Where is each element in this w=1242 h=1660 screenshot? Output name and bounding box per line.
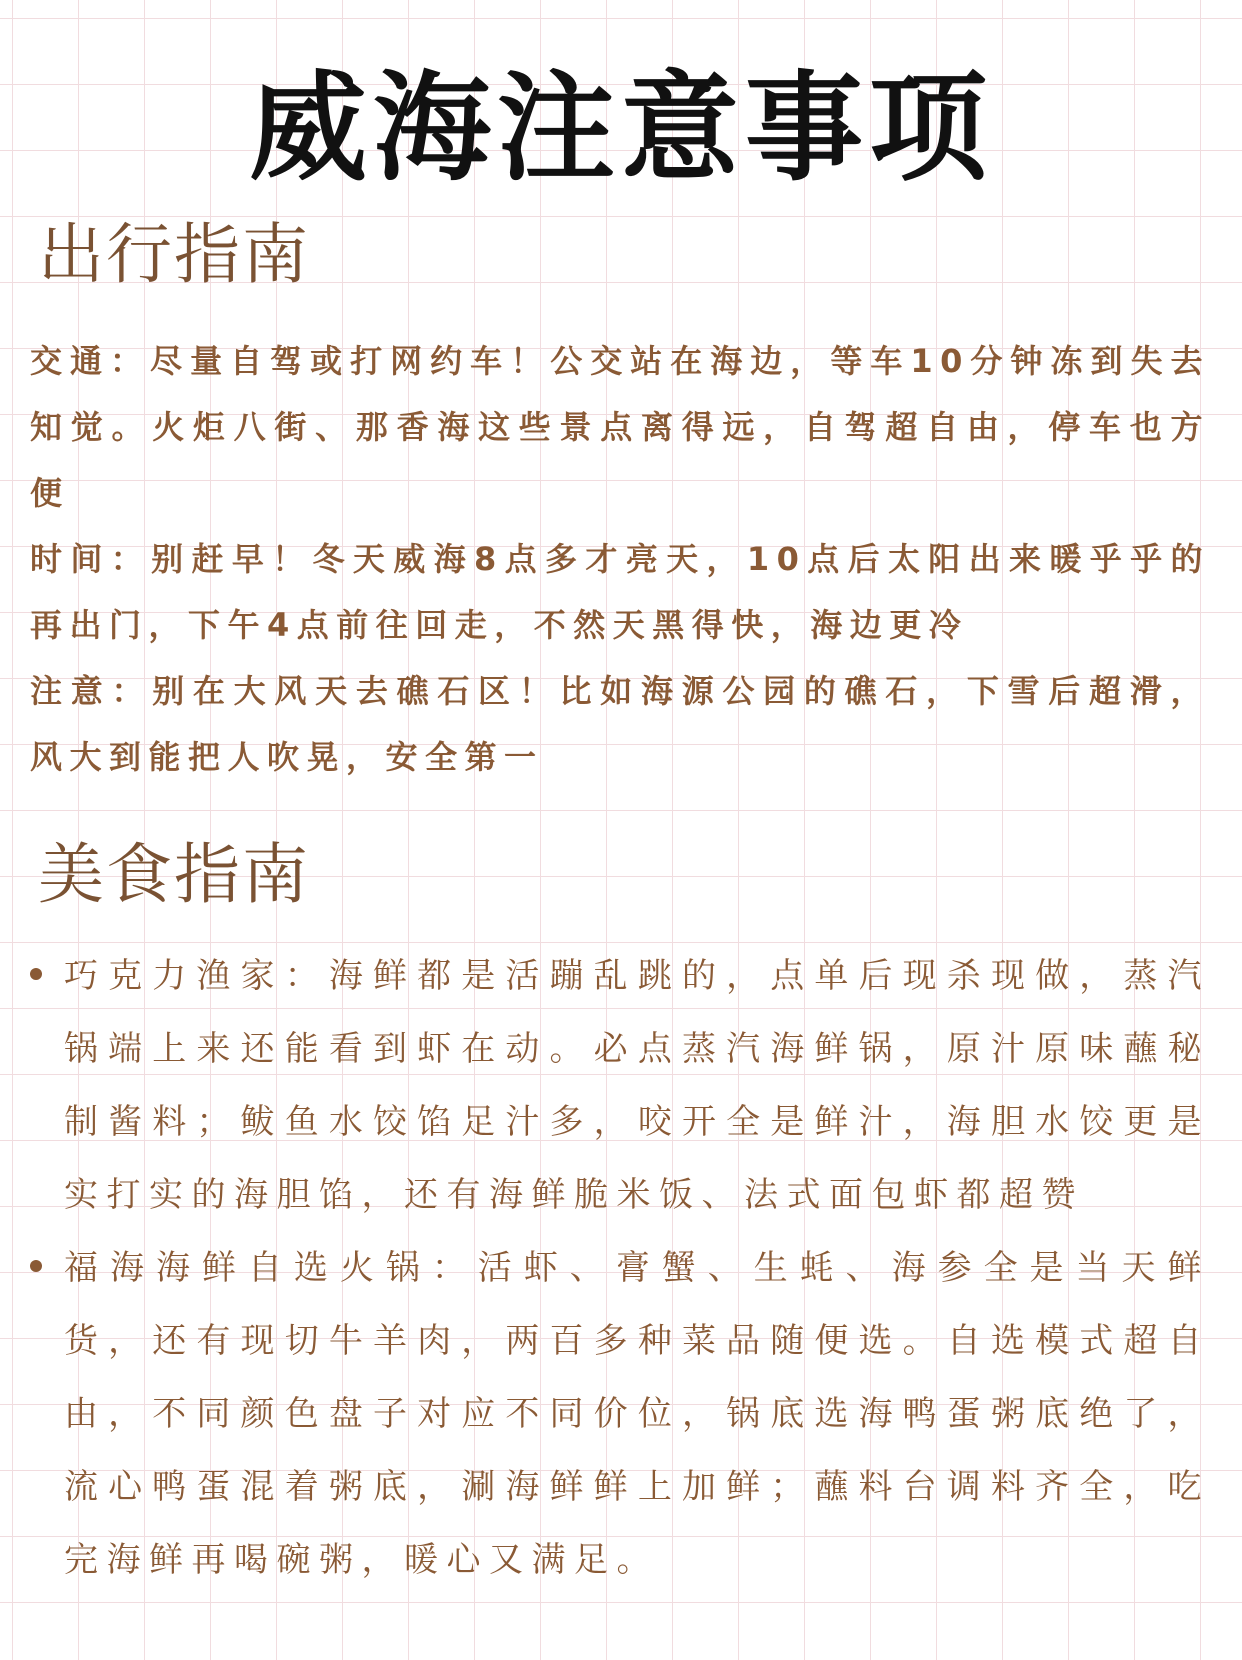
food-guide-list <box>30 940 1210 1597</box>
list-item <box>30 1232 1210 1597</box>
bullet-dot-icon <box>30 1260 42 1272</box>
list-item <box>30 940 1210 1232</box>
travel-tip-time: 时间：别赶早！冬天威海8点多才亮天，10点后太阳出来暖乎乎的再出门，下午4点前往回走，不然天黑得快，海边更冷 <box>30 540 1210 644</box>
travel-guide-content <box>30 328 1210 790</box>
food-item-text: 福海海鲜自选火锅：活虾、膏蟹、生蚝、海参全是当天鲜货，还有现切牛羊肉，两百多种菜品随便选。自选模式超自由，不同颜色盘子对应不同价位，锅底选海鸭蛋粥底绝了，流心鸭蛋混着粥底，涮海鲜鲜上加鲜；蘸料台调料齐全，吃完海鲜再喝碗粥，暖心又满足。 <box>64 1248 1210 1580</box>
food-guide-heading: 美食指南 <box>38 836 310 913</box>
food-item-text: 巧克力渔家：海鲜都是活蹦乱跳的，点单后现杀现做，蒸汽锅端上来还能看到虾在动。必点蒸汽海鲜锅，原汁原味蘸秘制酱料；鲅鱼水饺馅足汁多，咬开全是鲜汁，海胆水饺更是实打实的海胆馅，还有海鲜脆米饭、法式面包虾都超赞 <box>64 956 1210 1215</box>
travel-guide-heading: 出行指南 <box>38 216 310 293</box>
travel-tip-transport: 交通：尽量自驾或打网约车！公交站在海边，等车10分钟冻到失去知觉。火炬八街、那香海这些景点离得远，自驾超自由，停车也方便 <box>30 342 1210 512</box>
bullet-dot-icon <box>30 968 42 980</box>
travel-tip-caution: 注意：别在大风天去礁石区！比如海源公园的礁石，下雪后超滑，风大到能把人吹晃，安全第一 <box>30 672 1210 776</box>
page-title: 威海注意事项 <box>248 59 993 197</box>
